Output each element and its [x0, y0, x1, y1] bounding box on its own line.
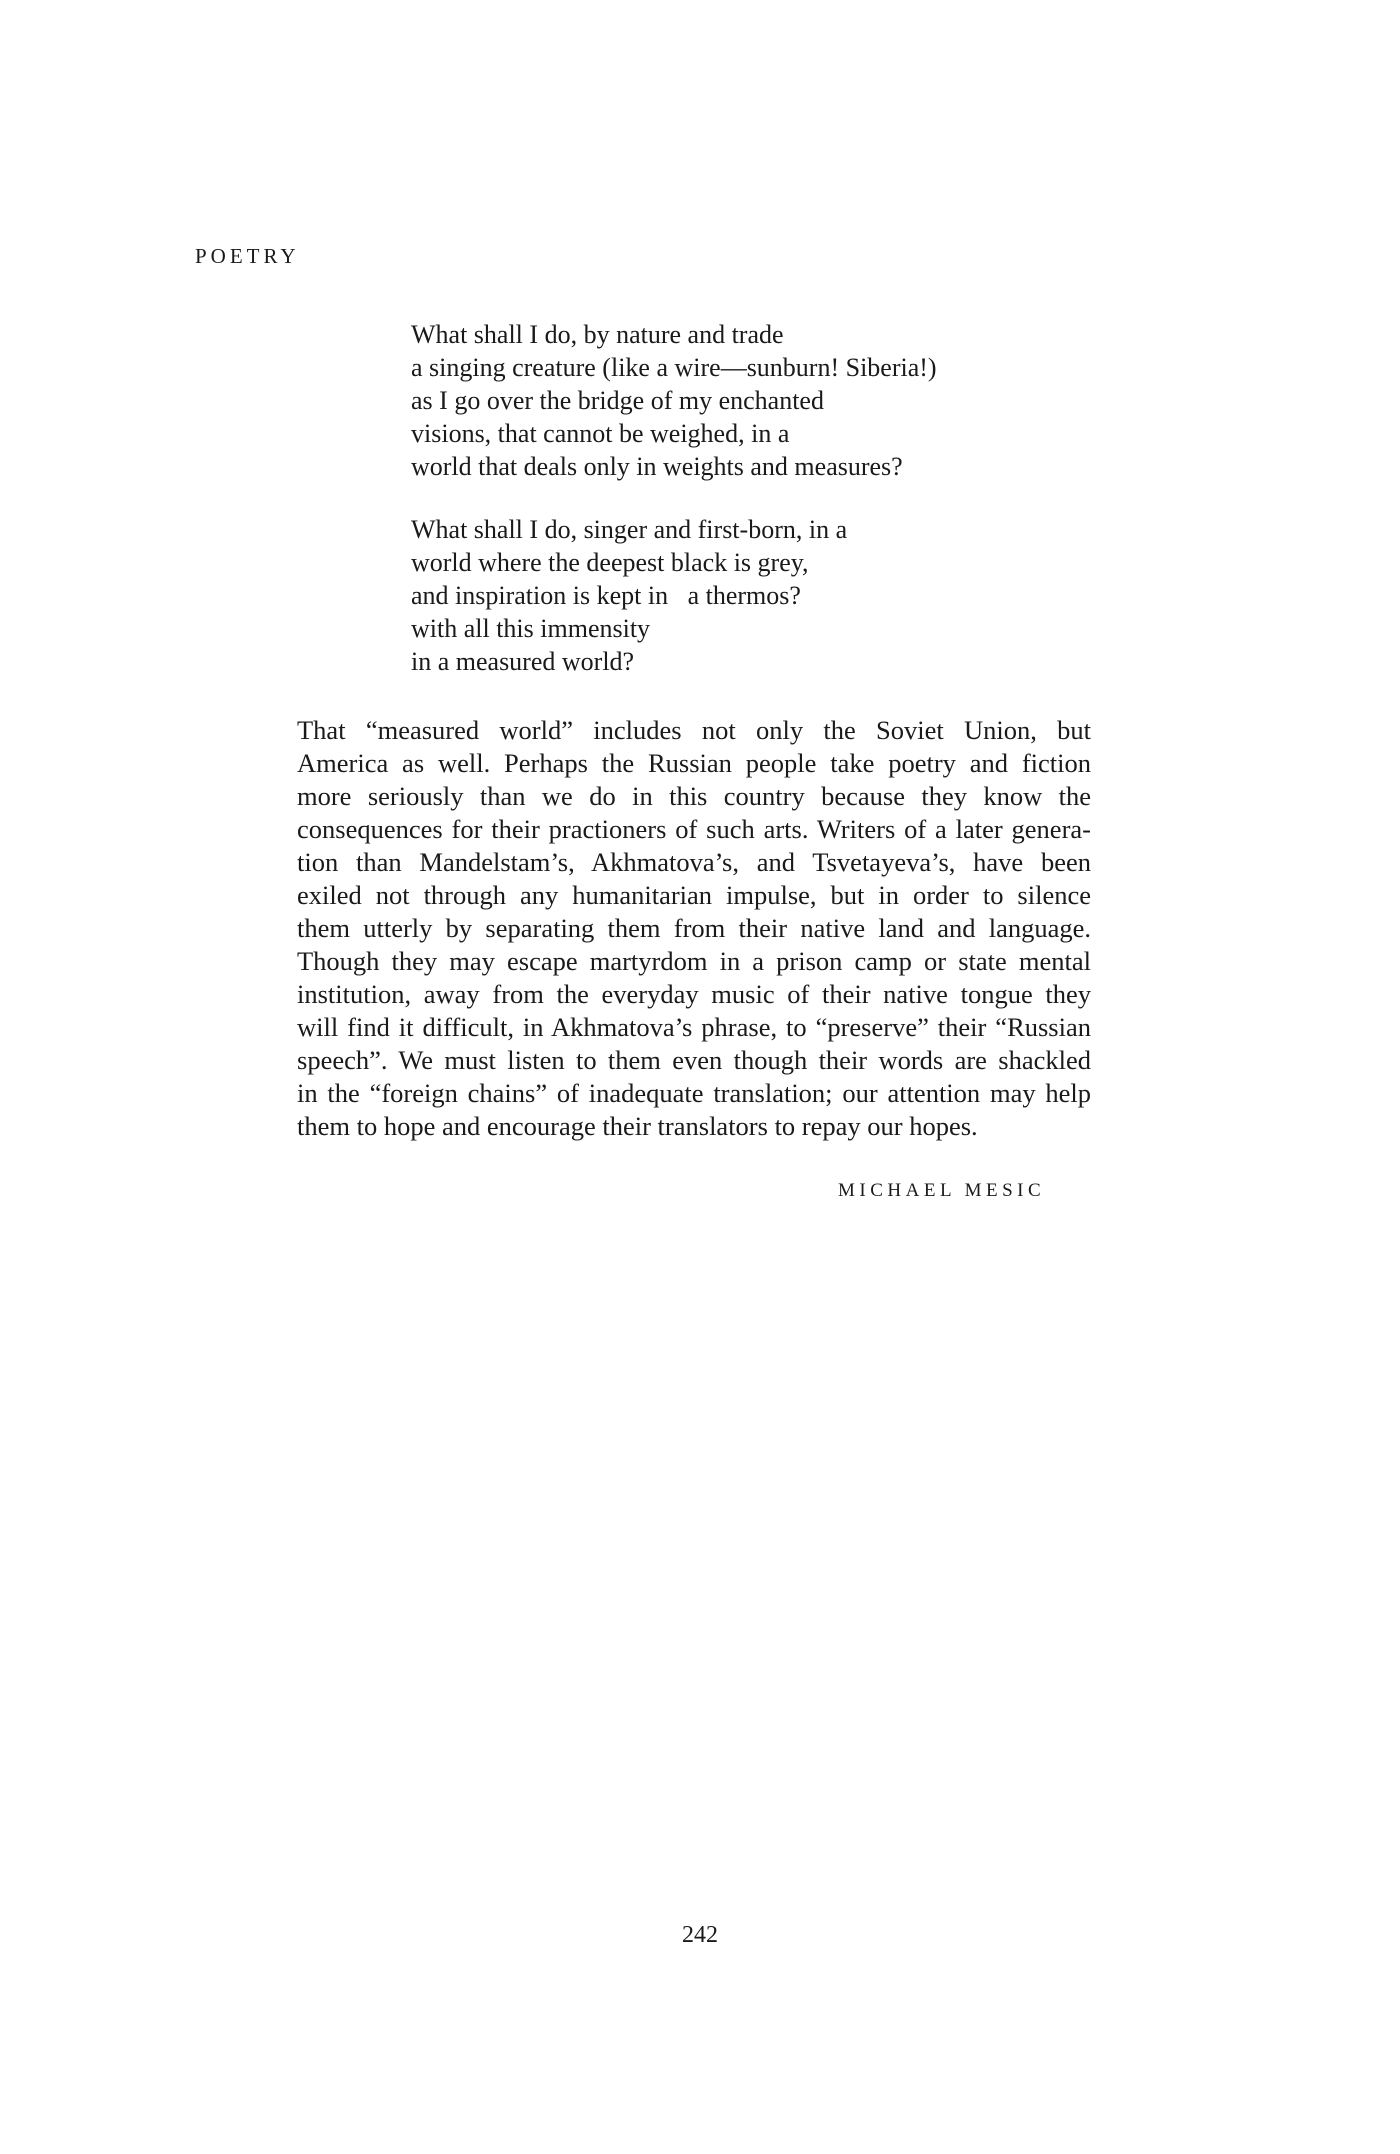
poem-line: world where the deepest black is grey,	[411, 548, 809, 577]
essay-line: them to hope and encourage their translators to repay our hopes.	[297, 1111, 978, 1141]
poem-stanza-2	[411, 513, 847, 678]
essay-line: more seriously than we do in this country because they know the	[297, 781, 1091, 811]
essay-line: will find it difficult, in Akhmatova’s phrase, to “preserve” their “Russian	[297, 1012, 1091, 1042]
essay-line: exiled not through any humanitarian impulse, but in order to silence	[297, 880, 1091, 910]
essay-line: Though they may escape martyrdom in a prison camp or state mental	[297, 946, 1091, 976]
page-number: 242	[682, 1922, 718, 1948]
essay-line: institution, away from the everyday music of their native tongue they	[297, 979, 1091, 1009]
poem-line: and inspiration is kept in a thermos?	[411, 581, 801, 610]
essay-paragraph	[297, 714, 1091, 1143]
poem-line: with all this immensity	[411, 614, 651, 643]
essay-line: them utterly by separating them from their native land and language.	[297, 913, 1091, 943]
running-head: POETRY	[195, 244, 300, 268]
poem-line: in a measured world?	[411, 647, 635, 676]
author-signature: MICHAEL MESIC	[838, 1180, 1046, 1201]
poem-line: a singing creature (like a wire—sunburn! Siberia!)	[411, 353, 937, 382]
essay-line: in the “foreign chains” of inadequate translation; our attention may help	[297, 1078, 1091, 1108]
poem-line: What shall I do, singer and first-born, in a	[411, 515, 848, 544]
poem-line: What shall I do, by nature and trade	[411, 320, 784, 349]
poem-line: as I go over the bridge of my enchanted	[411, 386, 824, 415]
essay-line: tion than Mandelstam’s, Akhmatova’s, and Tsvetayeva’s, have been	[297, 847, 1091, 877]
poem-line: world that deals only in weights and measures?	[411, 452, 903, 481]
essay-line: consequences for their practioners of such arts. Writers of a later genera-	[297, 814, 1091, 844]
poem-stanza-1	[411, 318, 937, 483]
essay-line: That “measured world” includes not only the Soviet Union, but	[297, 715, 1091, 745]
essay-line: speech”. We must listen to them even though their words are shackled	[297, 1045, 1091, 1075]
poem-line: visions, that cannot be weighed, in a	[411, 419, 790, 448]
essay-line: America as well. Perhaps the Russian people take poetry and fiction	[297, 748, 1091, 778]
